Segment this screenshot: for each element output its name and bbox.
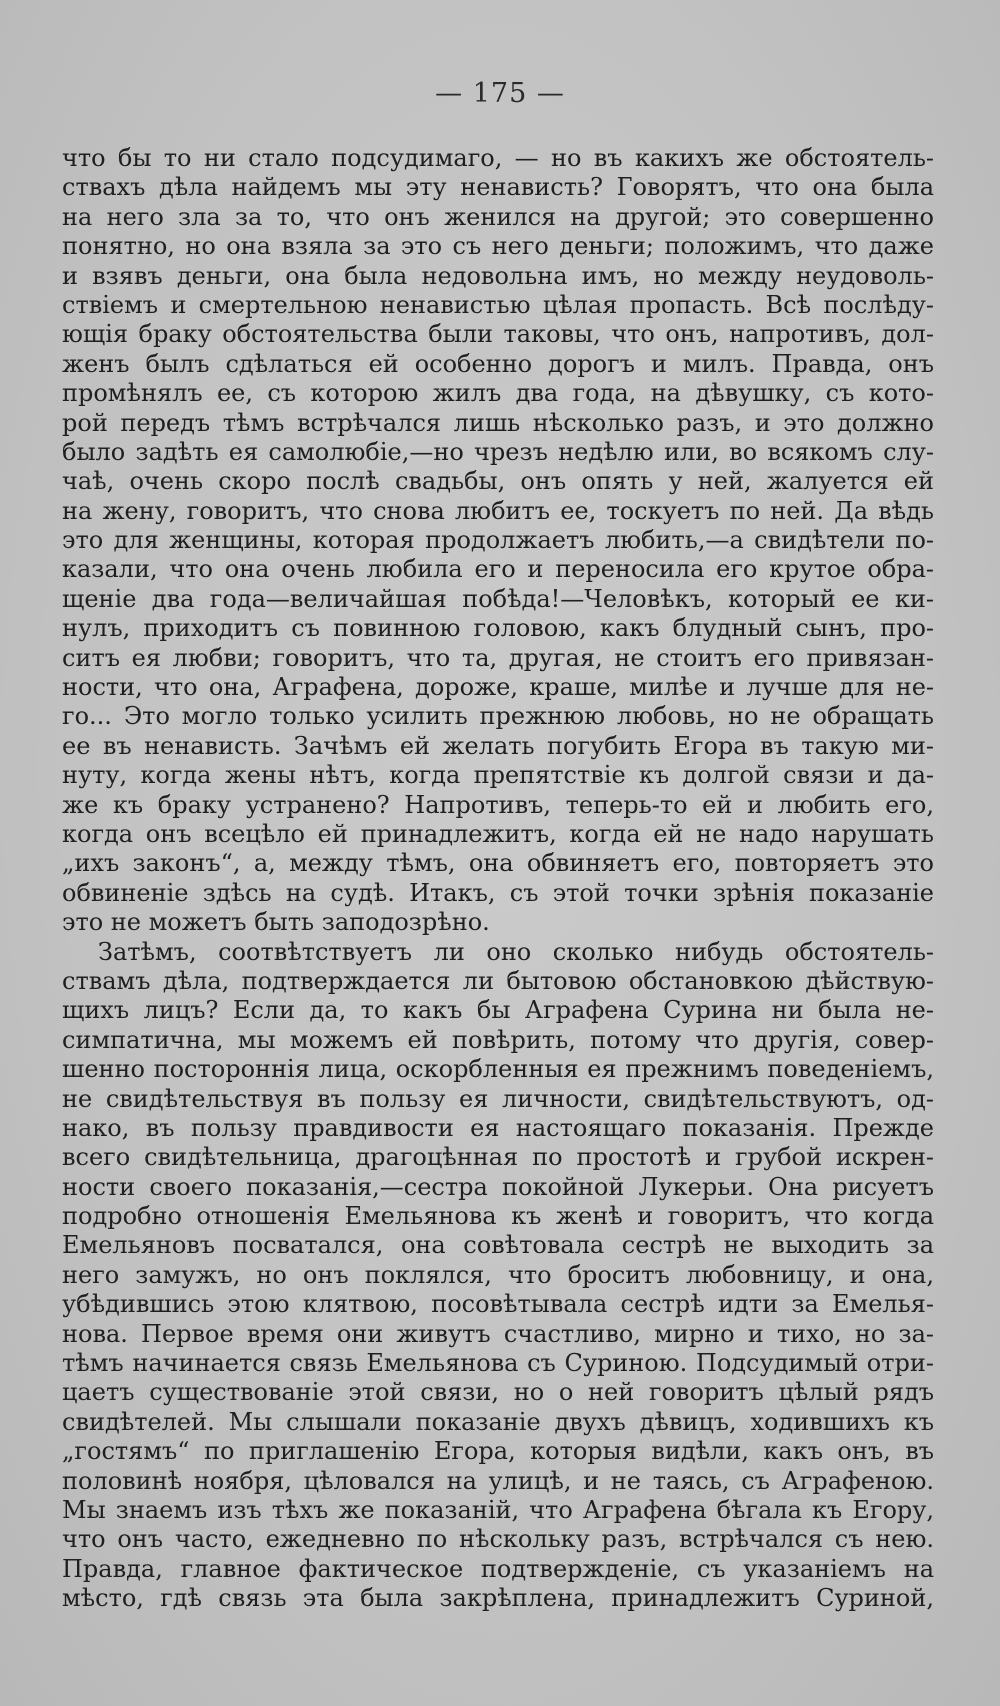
text-line: Емельяновъ посватался, она совѣтовала сестрѣ не выходить за [62,1231,934,1260]
text-line: Правда, главное фактическое подтвержденіе, съ указаніемъ на [62,1554,934,1583]
text-line: всего свидѣтельница, драгоцѣнная по простотѣ и грубой искрен- [62,1143,934,1172]
text-line: свидѣтелей. Мы слышали показаніе двухъ дѣвицъ, ходившихъ къ [62,1407,934,1436]
text-line: Мы знаемъ изъ тѣхъ же показаній, что Аграфена бѣгала къ Егору, [62,1495,934,1524]
text-line: казали, что она очень любила его и переносила его крутое обра- [62,555,934,584]
text-line: него замужъ, но онъ поклялся, что броситъ любовницу, и она, [62,1260,934,1289]
text-line: „ихъ законъ“, а, между тѣмъ, она обвиняетъ его, повторяетъ это [62,849,934,878]
text-line: го... Это могло только усилить прежнюю любовь, но не обращать [62,702,934,731]
text-line: подробно отношенія Емельянова къ женѣ и говоритъ, что когда [62,1202,934,1231]
text-line: это не можетъ быть заподозрѣно. [62,908,490,937]
text-line: половинѣ ноября, цѣловался на улицѣ, и не таясь, съ Аграфеною. [62,1466,934,1495]
paragraph [62,938,934,1614]
text-line: нуту, когда жены нѣтъ, когда препятствіе къ долгой связи и да- [62,761,934,790]
paragraph [62,144,934,938]
page-number: — 175 — [435,78,565,109]
text-line: нова. Первое время они живутъ счастливо, мирно и тихо, но за- [62,1319,934,1348]
text-line: рой передъ тѣмъ встрѣчался лишь нѣсколько разъ, и это должно [62,408,934,437]
text-line: ее въ ненависть. Зачѣмъ ей желать погубить Егора въ такую ми- [62,731,934,760]
text-line: на него зла за то, что онъ женился на другой; это совершенно [62,202,934,231]
text-line: нулъ, приходитъ съ повинною головою, какъ блудный сынъ, про- [62,614,934,643]
text-line: мѣсто, гдѣ связь эта была закрѣплена, принадлежитъ Суриной, [62,1584,934,1613]
text-line: же къ браку устранено? Напротивъ, теперь-то ей и любить его, [62,790,934,819]
text-line: убѣдившись этою клятвою, посовѣтывала сестрѣ идти за Емелья- [62,1290,934,1319]
text-line: когда онъ всецѣло ей принадлежитъ, когда ей не надо нарушать [62,819,934,848]
text-line: ситъ ея любви; говоритъ, что та, другая, не стоитъ его привязан- [62,643,934,672]
text-line: Затѣмъ, соотвѣтствуетъ ли оно сколько нибудь обстоятель- [98,937,934,966]
text-line: симпатична, мы можемъ ей повѣрить, потому что другія, совер- [62,1025,934,1054]
text-line: ности своего показанія,—сестра покойной Лукерьи. Она рисуетъ [62,1172,934,1201]
text-line: это для женщины, которая продолжаетъ любить,—а свидѣтели по- [62,526,934,555]
text-line: промѣнялъ ее, съ которою жилъ два года, на дѣвушку, съ кото- [62,379,934,408]
text-line: женъ былъ сдѣлаться ей особенно дорогъ и милъ. Правда, онъ [62,349,934,378]
text-line: и взявъ деньги, она была недовольна имъ, но между неудоволь- [62,261,934,290]
text-line: на жену, говоритъ, что снова любитъ ее, тоскуетъ по ней. Да вѣдь [62,496,934,525]
text-line: что онъ часто, ежедневно по нѣскольку разъ, встрѣчался съ нею. [62,1525,934,1554]
text-line: ющія браку обстоятельства были таковы, что онъ, напротивъ, дол- [62,320,934,349]
text-line: обвиненіе здѣсь на судѣ. Итакъ, съ этой точки зрѣнія показаніе [62,878,934,907]
text-line: ствамъ дѣла, подтверждается ли бытовою обстановкою дѣйствую- [62,966,934,995]
text-line: было задѣть ея самолюбіе,—но чрезъ недѣлю или, во всякомъ слу- [62,437,934,466]
text-line: ствіемъ и смертельною ненавистью цѣлая пропасть. Всѣ послѣду- [62,290,934,319]
text-line: ности, что она, Аграфена, дороже, краше, милѣе и лучше для не- [62,673,934,702]
body-text [62,144,934,1614]
text-line: щеніе два года—величайшая побѣда!—Человѣкъ, который ее ки- [62,584,934,613]
text-line: что бы то ни стало подсудимаго, — но въ какихъ же обстоятель- [62,144,934,172]
text-line: шенно постороннія лица, оскорбленныя ея прежнимъ поведеніемъ, [62,1055,934,1084]
text-line: тѣмъ начинается связь Емельянова съ Суриною. Подсудимый отри- [62,1349,934,1378]
text-line: щихъ лицъ? Если да, то какъ бы Аграфена Сурина ни была не- [62,996,934,1025]
text-line: „гостямъ“ по приглашенію Егора, которыя видѣли, какъ онъ, въ [62,1437,934,1466]
text-line: чаѣ, очень скоро послѣ свадьбы, онъ опять у ней, жалуется ей [62,467,934,496]
text-line: нако, въ пользу правдивости ея настоящаго показанія. Прежде [62,1113,934,1142]
text-line: понятно, но она взяла за это съ него деньги; положимъ, что даже [62,232,934,261]
text-line: ствахъ дѣла найдемъ мы эту ненависть? Говорятъ, что она была [62,173,934,202]
text-line: не свидѣтельствуя въ пользу ея личности, свидѣтельствуютъ, од- [62,1084,934,1113]
text-line: цаетъ существованіе этой связи, но о ней говоритъ цѣлый рядъ [62,1378,934,1407]
